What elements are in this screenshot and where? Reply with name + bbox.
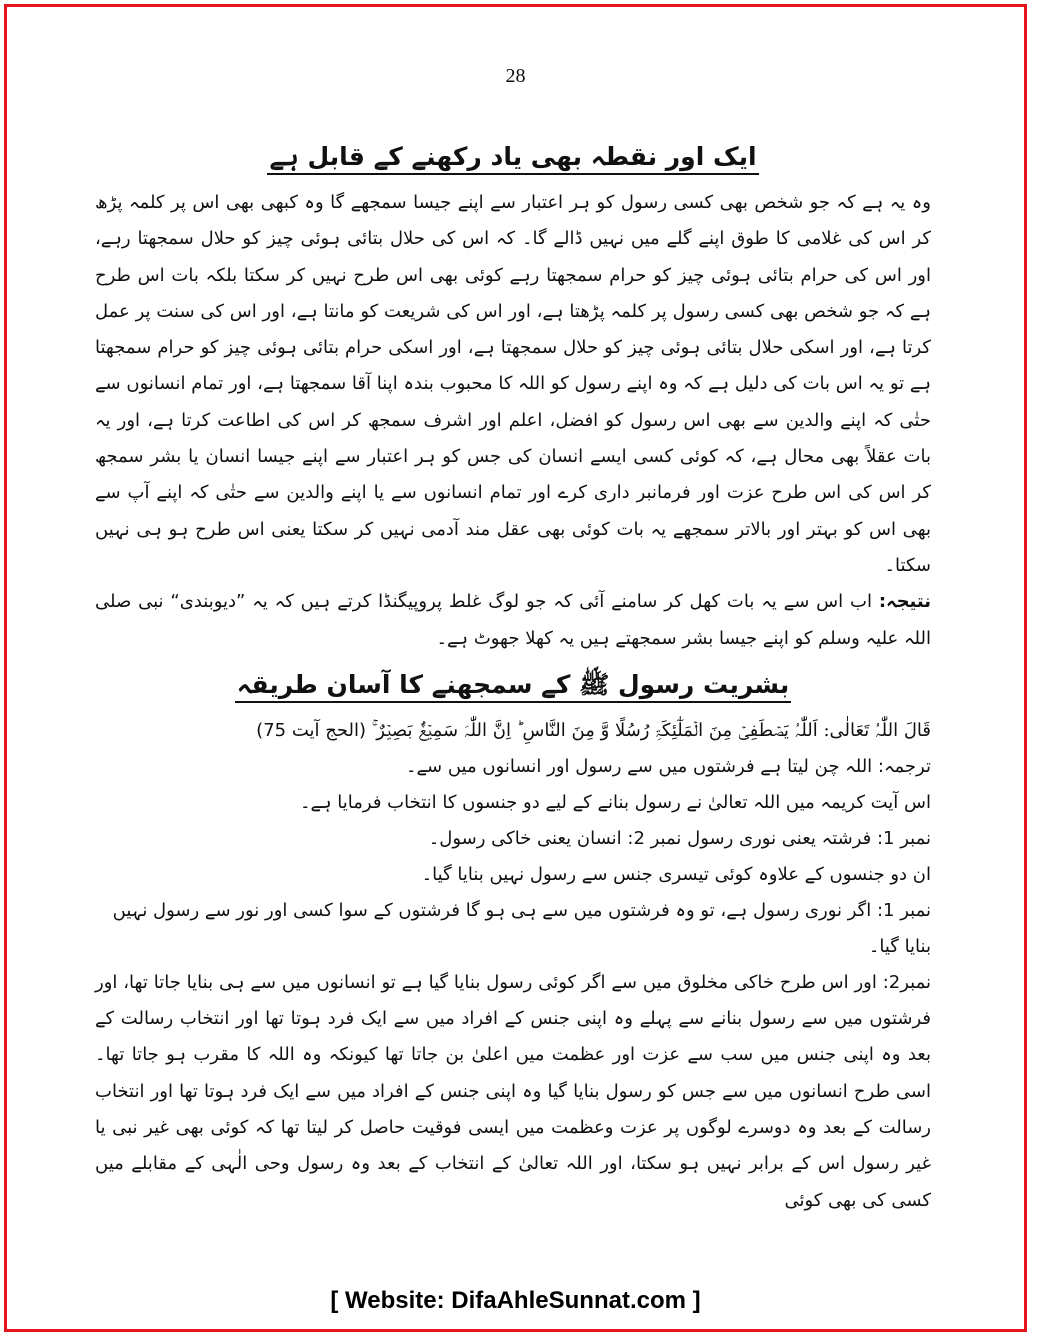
translation-line: ترجمہ: اللہ چن لیتا ہے فرشتوں میں سے رسول اور انسانوں میں سے۔	[405, 755, 931, 777]
quran-reference: (الحج آیت 75)	[256, 719, 366, 741]
two-kinds-line: نمبر 1: فرشتہ یعنی نوری رسول نمبر 2: انسان یعنی خاکی رسول۔	[428, 827, 931, 849]
conclusion-paragraph	[95, 584, 931, 657]
page-number: 28	[505, 65, 526, 87]
point-two-paragraph: نمبر2: اور اس طرح خاکی مخلوق میں سے اگر کوئی رسول بنایا گیا ہے تو انسانوں میں سے ہی بنایا جاتا تھا، اور فرشتوں میں سے رسول بنانے سے پہلے وہ اپنی جنس کے افراد میں سے ایک فرد ہوتا تھا اور انتخاب رسالت کے بعد وہ اپنی جنس میں سب سے عزت اور عظمت میں اعلیٰ بن جاتا تھا کیونکہ وہ اللہ کا مقرب ہو جاتا تھا۔ اسی طرح انسانوں میں سے جس کو رسول بنایا گیا وہ اپنی جنس کے افراد میں سے ایک فرد ہوتا تھا اور انتخاب رسالت کے بعد وہ دوسرے لوگوں پر عزت وعظمت میں ایسی فوقیت حاصل کر لیتا تھا کہ کوئی بھی غیر نبی یا غیر رسول اس کے برابر نہیں ہو سکتا، اور اللہ تعالیٰ کے انتخاب کے بعد وہ رسول وحی الٰہی کے مقابلے میں کسی کی بھی کوئی	[95, 971, 931, 1211]
verse-explanation-line: اس آیت کریمہ میں اللہ تعالیٰ نے رسول بنانے کے لیے دو جنسوں کا انتخاب فرمایا ہے۔	[299, 791, 931, 813]
conclusion-label: نتیجہ:	[878, 591, 931, 613]
page-frame	[4, 4, 1027, 1332]
quran-verse: قَالَ اللّٰہُ تَعَالٰی: اَللّٰہُ یَصۡطَفِیۡ مِنَ الۡمَلٰٓئِکَۃِ رُسُلًا وَّ مِنَ النَّاسِ ؕ اِنَّ اللّٰہَ سَمِیۡعٌۢ بَصِیۡرٌ ۚ	[371, 719, 931, 741]
point-one-line: نمبر 1: اگر نوری رسول ہے، تو وہ فرشتوں میں سے ہی ہو گا فرشتوں کے سوا کسی اور نور سے رسول نہیں بنایا گیا۔	[112, 899, 931, 957]
page-content	[95, 127, 931, 1219]
section1-paragraph: وہ یہ ہے کہ جو شخص بھی کسی رسول کو ہر اعتبار سے اپنے جیسا سمجھے گا وہ کبھی بھی اس پر کلمہ پڑھ کر اس کی غلامی کا طوق اپنے گلے میں نہیں ڈالے گا۔ کہ اس کی حلال بتائی ہوئی چیز کو حلال سمجھتا رہے، اور اس کی حرام بتائی ہوئی چیز کو حرام سمجھتا رہے کوئی بھی اس طرح نہیں کر سکتا بلکہ بات اس طرح ہے کہ جو شخص بھی کسی رسول پر کلمہ پڑھتا ہے، اور اس کی شریعت کو مانتا ہے، اور اس کی سنت پر عمل کرتا ہے، اور اسکی حلال بتائی ہوئی چیز کو حلال سمجھتا ہے، اور اسکی حرام بتائی ہوئی چیز کو حرام سمجھتا ہے تو یہ اس بات کی دلیل ہے کہ وہ اپنے رسول کو اللہ کا محبوب بندہ اپنا آقا سمجھتا ہے، اور تمام انسانوں سے حتٰی کہ اپنے والدین سے بھی اس رسول کو افضل، اعلم اور اشرف سمجھ کر اس کی اطاعت کرتا ہے، اور یہ بات عقلاً بھی محال ہے، کہ کوئی کسی ایسے انسان کی جس کو ہر اعتبار سے اپنے جیسا انسان یا بشر سمجھ کر اس کی اس طرح عزت اور فرمانبر داری کرے اور تمام انسانوں سے یا اپنے والدین سے حتٰی کہ اپنے آپ سے بھی اس کو بہتر اور بالاتر سمجھے یہ بات کوئی بھی عقل مند آدمی نہیں کر سکتا یعنی اس طرح ہو ہی نہیں سکتا۔	[95, 192, 931, 576]
conclusion-text: اب اس سے یہ بات کھل کر سامنے آئی کہ جو لوگ غلط پروپیگنڈا کرتے ہیں کہ یہ ”دیوبندی“ نبی صلی اللہ علیہ وسلم کو اپنے جیسا بشر سمجھتے ہیں یہ کھلا جھوٹ ہے۔	[95, 591, 931, 649]
section2-heading-text: بشریت رسول ﷺ کے سمجھنے کا آسان طریقہ	[235, 670, 792, 703]
no-third-kind-line: ان دو جنسوں کے علاوہ کوئی تیسری جنس سے رسول نہیں بنایا گیا۔	[421, 863, 931, 885]
quran-verse-line	[95, 713, 931, 749]
website-footer: [ Website: DifaAhleSunnat.com ]	[330, 1287, 701, 1314]
section1-heading-text: ایک اور نقطہ بھی یاد رکھنے کے قابل ہے	[267, 142, 758, 175]
section2-heading	[95, 663, 931, 707]
section1-heading	[95, 135, 931, 179]
